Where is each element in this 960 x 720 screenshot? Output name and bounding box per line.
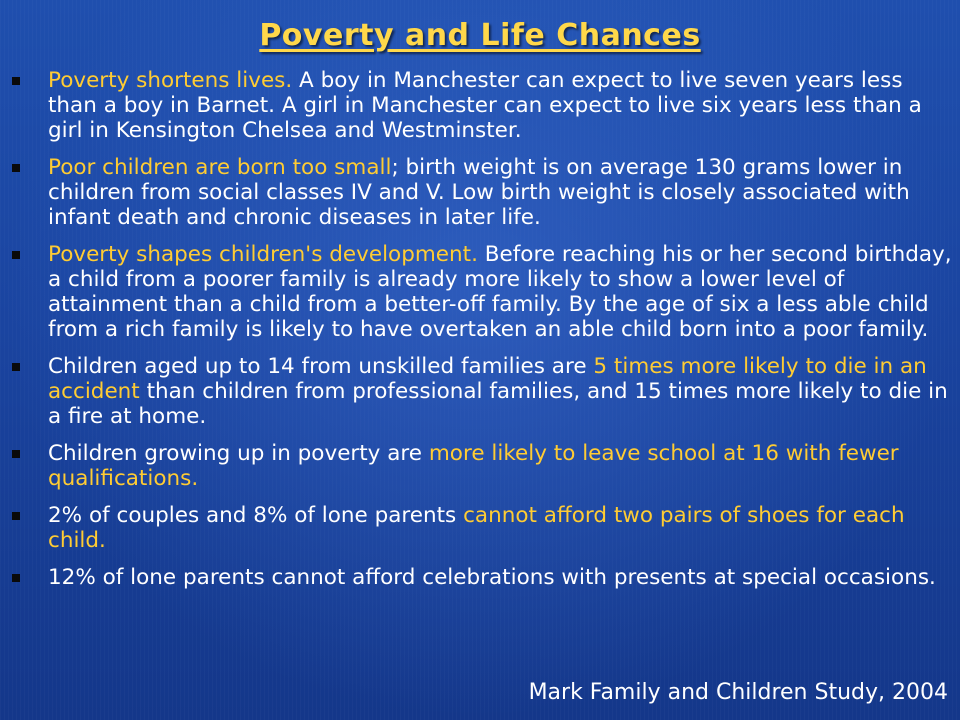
source-citation: Mark Family and Children Study, 2004 bbox=[528, 680, 948, 705]
bullet-item bbox=[12, 155, 952, 230]
bullet-segment: Children growing up in poverty are bbox=[48, 441, 429, 466]
bullet-segment: Children aged up to 14 from unskilled families are bbox=[48, 354, 594, 379]
bullet-segment: ; birth weight is on average 130 grams lower in children from social classes IV and V. Low birth weight is closely associated with infant death and chronic diseases in later life. bbox=[48, 155, 910, 230]
bullet-item bbox=[12, 354, 952, 429]
bullet-item bbox=[12, 441, 952, 491]
bullet-segment: A boy in Manchester can expect to live seven years less than a boy in Barnet. A girl in Manchester can expect to live six years less than a girl in Kensington Chelsea and Westminster. bbox=[48, 68, 922, 143]
bullet-segment: cannot afford two pairs of shoes for each child. bbox=[48, 503, 905, 553]
bullet-segment: than children from professional families, and 15 times more likely to die in a fire at home. bbox=[48, 379, 948, 429]
bullet-segment: Poor children are born too small bbox=[48, 155, 392, 180]
bullet-item bbox=[12, 565, 952, 590]
bullet-list bbox=[12, 68, 952, 602]
bullet-segment: 12% of lone parents cannot afford celebrations with presents at special occasions. bbox=[48, 565, 936, 590]
bullet-segment: Poverty shapes children's development. bbox=[48, 242, 485, 267]
bullet-item bbox=[12, 68, 952, 143]
bullet-segment: Before reaching his or her second birthday, a child from a poorer family is already more likely to show a lower level of attainment than a child from a better-off family. By the age of six a less able child from a rich family is likely to have overtaken an able child born into a poor family. bbox=[48, 242, 952, 342]
bullet-segment: Poverty shortens lives. bbox=[48, 68, 300, 93]
bullet-item bbox=[12, 503, 952, 553]
bullet-segment: 5 times more likely to die in an accident bbox=[48, 354, 927, 404]
bullet-segment: more likely to leave school at 16 with fewer qualifications. bbox=[48, 441, 899, 491]
bullet-segment: 2% of couples and 8% of lone parents bbox=[48, 503, 464, 528]
bullet-item bbox=[12, 242, 952, 342]
slide-title: Poverty and Life Chances bbox=[259, 18, 701, 53]
